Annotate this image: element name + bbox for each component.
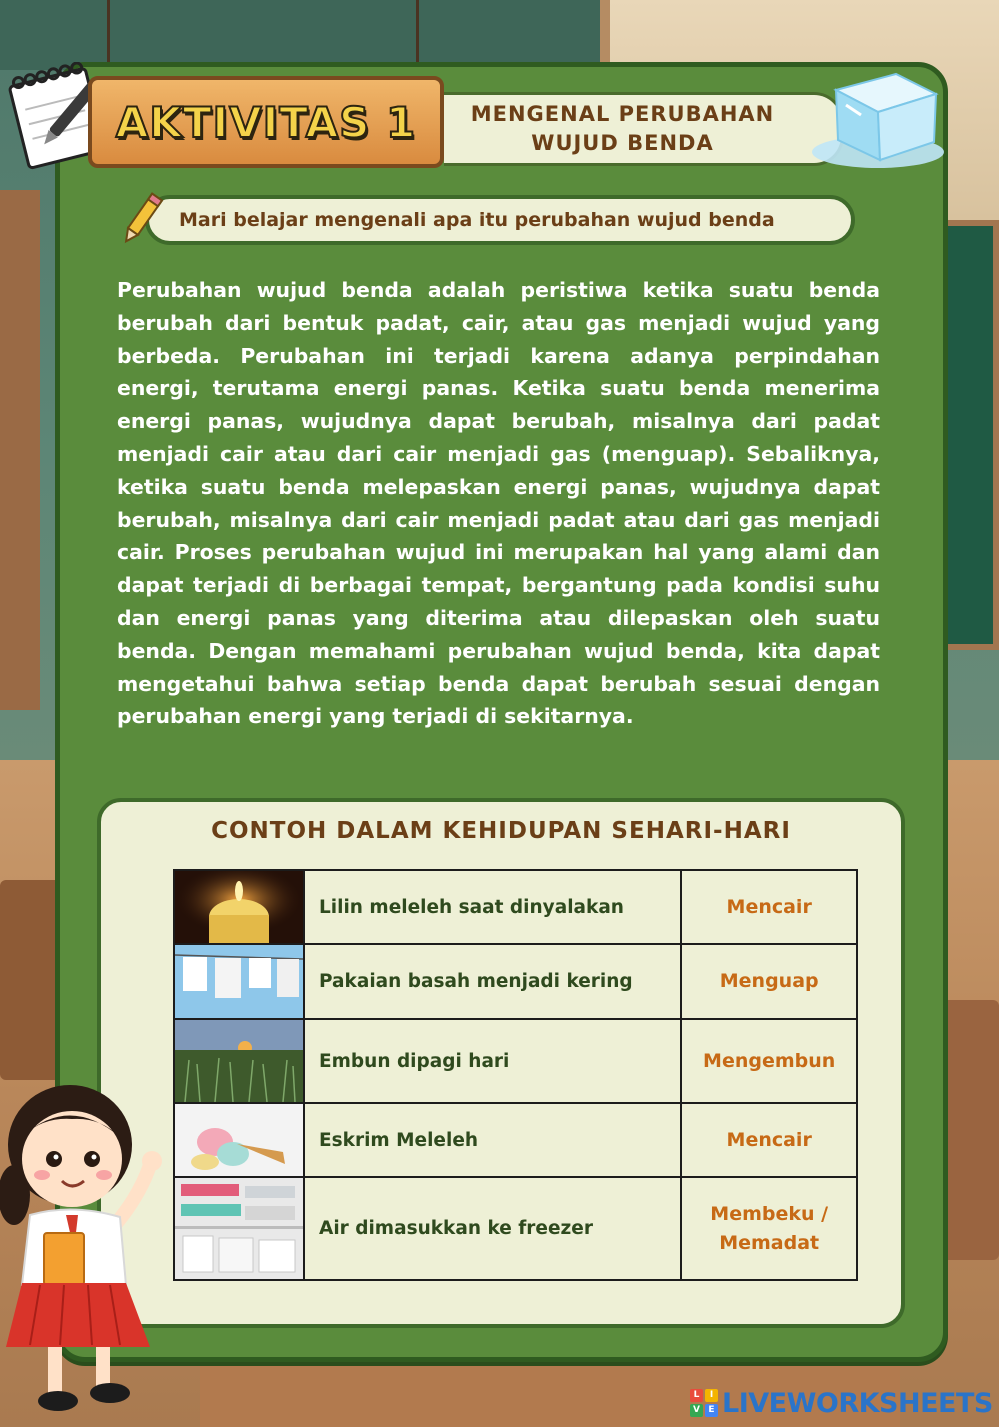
example-result [681,1177,857,1280]
image-cell [174,944,304,1019]
image-cell [174,1019,304,1103]
table-row [174,1103,857,1177]
image-cell [174,870,304,944]
example-result: Mencair [681,1103,857,1177]
table-row [174,1177,857,1280]
table-row [174,870,857,944]
student-girl-illustration [0,1075,175,1420]
activity-title: AKTIVITAS 1 [115,97,417,147]
watermark-text: LIVEWORKSHEETS [722,1387,993,1419]
intro-banner [145,195,855,245]
result-line-2: Memadat [719,1231,820,1254]
example-description: Embun dipagi hari [304,1019,681,1103]
candle-image [175,871,303,943]
laundry-image [175,945,303,1018]
activity-title-plank [88,76,444,168]
subtitle-line-1: MENGENAL PERUBAHAN [470,102,775,126]
example-result: Menguap [681,944,857,1019]
pencil-icon [116,190,166,250]
example-description: Eskrim Meleleh [304,1103,681,1177]
classroom-door [0,190,40,710]
example-result: Mengembun [681,1019,857,1103]
example-description: Lilin meleleh saat dinyalakan [304,870,681,944]
table-row [174,1019,857,1103]
result-line-1: Membeku / [710,1202,829,1225]
intro-text: Mari belajar mengenali apa itu perubahan wujud benda [179,209,775,231]
ice-cube-icon [806,60,948,172]
image-cell [174,1103,304,1177]
ice-cream-image [175,1104,303,1176]
liveworksheets-logo-icon: L I V E [690,1389,718,1417]
table-row [174,944,857,1019]
liveworksheets-watermark [690,1386,993,1420]
example-description: Air dimasukkan ke freezer [304,1177,681,1280]
activity-subtitle-box [444,92,844,166]
examples-table [173,869,858,1281]
example-description: Pakaian basah menjadi kering [304,944,681,1019]
example-result: Mencair [681,870,857,944]
examples-title: CONTOH DALAM KEHIDUPAN SEHARI-HARI [211,818,791,844]
explanation-paragraph: Perubahan wujud benda adalah peristiwa ketika suatu benda berubah dari bentuk padat, cair, atau gas menjadi wujud yang berbeda. Perubahan ini terjadi karena adanya perpindahan energi, terutama energi panas. Ketika suatu benda menerima energi panas, wujudnya dapat berubah, misalnya dari padat menjadi cair atau dari cair menjadi gas (menguap). Sebaliknya, ketika suatu benda melepaskan energi panas, wujudnya dapat berubah, misalnya dari cair menjadi padat atau dari gas menjadi cair. Proses perubahan wujud ini merupakan hal yang alami dan dapat terjadi di berbagai tempat, bergantung pada kondisi suhu dan energi panas yang diterima atau dilepaskan oleh suatu benda. Dengan memahami perubahan wujud benda, kita dapat mengetahui bahwa setiap benda dapat berubah sesuai dengan perubahan energi yang terjadi di sekitarnya. [117,278,880,729]
freezer-image [175,1178,303,1279]
dew-grass-image [175,1020,303,1102]
subtitle-line-2: WUJUD BENDA [531,131,714,155]
image-cell [174,1177,304,1280]
